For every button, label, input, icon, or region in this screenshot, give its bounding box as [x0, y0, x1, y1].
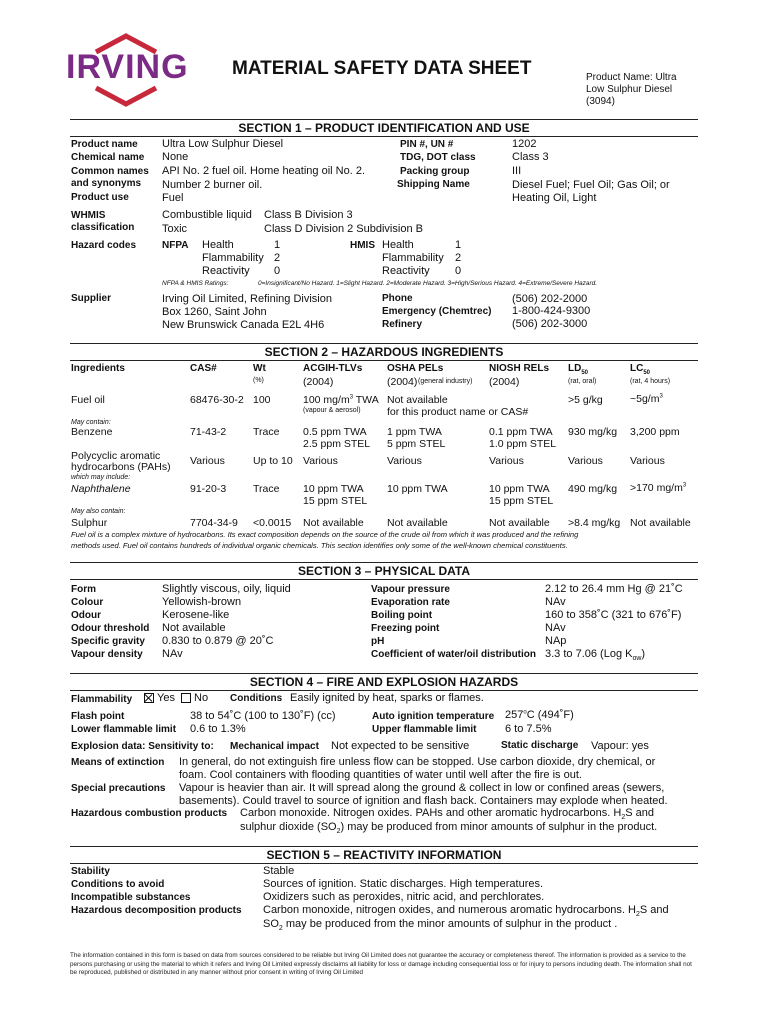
vapour-density-value: NAv [162, 648, 183, 660]
ufl-value: 6 to 7.5% [505, 723, 552, 735]
product-name-label: Product name [71, 139, 138, 150]
product-header-line-2: Low Sulphur Diesel [586, 84, 673, 95]
packing-label: Packing group [400, 166, 470, 177]
product-use-label: Product use [71, 192, 129, 203]
stability-value: Stable [263, 865, 295, 877]
mechanical-impact-value: Not expected to be sensitive [331, 740, 470, 752]
col-wt-unit: (%) [253, 377, 264, 384]
extinction-1: In general, do not extinguish fire unless flow can be stopped. Use carbon dioxide, dry chemical, or [179, 756, 656, 768]
hmis-react-label: Reactivity [382, 265, 430, 277]
vapour-density-label: Vapour density [71, 649, 143, 660]
benzene-ld: 930 mg/kg [568, 426, 618, 438]
evaporation-rate-label: Evaporation rate [371, 597, 450, 608]
col-ld50 [568, 363, 588, 376]
combustion-products-2 [240, 821, 657, 835]
hmis-health-label: Health [382, 239, 414, 251]
col-lc-note: (rat, 4 hours) [630, 378, 671, 385]
benzene-osha-1: 1 ppm TWA [387, 426, 442, 438]
fuel-acgih-note: (vapour & aerosol) [303, 407, 361, 414]
vapour-pressure-value: 2.12 to 26.4 mm Hg @ 21˚C [545, 583, 683, 595]
section-4-heading: SECTION 4 – FIRE AND EXPLOSION HAZARDS [70, 673, 698, 691]
tdg-value: Class 3 [512, 151, 549, 163]
hdp-1sub: 2 [635, 911, 640, 919]
section-2-note-2: methods used. Fuel oil contains hundreds of individual organic chemicals. This section identifies only some of the well-known chemical constituents. [71, 541, 568, 550]
product-header-line-3: (3094) [586, 96, 615, 107]
naph-lc-text: >170 mg/m [630, 482, 683, 494]
benzene-niosh-2: 1.0 ppm STEL [489, 438, 557, 450]
conditions-label: Conditions [230, 693, 283, 704]
sulphur-ld: >8.4 mg/kg [568, 517, 621, 529]
conditions-value: Easily ignited by heat, sparks or flames. [290, 692, 484, 704]
section-1-heading: SECTION 1 – PRODUCT IDENTIFICATION AND USE [70, 119, 698, 137]
sulphur: Sulphur [71, 517, 108, 529]
logo-text: IRVING [66, 48, 189, 86]
sulphur-cas: 7704-34-9 [190, 517, 238, 529]
static-discharge-value: Vapour: yes [591, 740, 649, 752]
decomposition-1 [263, 904, 669, 918]
col-osha: OSHA PELs [387, 363, 444, 374]
extinction-label: Means of extinction [71, 757, 165, 768]
naph-lc-sup: 3 [682, 482, 687, 489]
naph-lc [630, 482, 686, 494]
fuel-lc-sup: 3 [659, 393, 663, 400]
col-osha-year: (2004) [387, 376, 418, 388]
auto-ignition-end: C (494˚F) [526, 709, 574, 721]
yes-checkbox [144, 693, 154, 703]
pah-osha: Various [387, 455, 422, 467]
special-precautions-1: Vapour is heavier than air. It will spread along the ground & collect in low or confined areas (sewers, [179, 782, 665, 794]
fuel-wt: 100 [253, 394, 271, 406]
hazard-codes-label: Hazard codes [71, 240, 137, 251]
col-wt: Wt [253, 363, 266, 374]
benzene-acgih-1: 0.5 ppm TWA [303, 426, 367, 438]
flammability-label: Flammability [71, 694, 133, 705]
benzene-acgih-2: 2.5 ppm STEL [303, 438, 371, 450]
col-lc50 [630, 363, 650, 376]
hcp-1sub: 2 [621, 814, 626, 822]
fuel-oil: Fuel oil [71, 394, 105, 406]
col-ld-sub: 50 [581, 370, 589, 376]
supplier-label: Supplier [71, 293, 112, 304]
emergency: 1-800-424-9300 [512, 305, 591, 317]
pah-wt: Up to 10 [253, 455, 293, 467]
nfpa-health-label: Health [202, 239, 234, 251]
hcp-2sub: 2 [336, 828, 341, 836]
phone: (506) 202-2000 [512, 293, 588, 305]
col-ld: LD [568, 363, 582, 374]
benzene: Benzene [71, 426, 113, 438]
boiling-point-label: Boiling point [371, 610, 433, 621]
no-checkbox [181, 693, 191, 703]
supplier-2: Box 1260, Saint John [162, 306, 267, 318]
may-also-contain: May also contain: [71, 508, 126, 515]
pin-value: 1202 [512, 138, 537, 150]
stability-label: Stability [71, 866, 110, 877]
extinction-2: foam. Cool containers with flooding quantities of water until well after the fire is out. [179, 769, 582, 781]
sulphur-niosh: Not available [489, 517, 550, 529]
auto-ignition-sup: o [523, 709, 527, 716]
fuel-ld: >5 g/kg [568, 394, 603, 406]
refinery: (506) 202-3000 [512, 318, 588, 330]
static-discharge-label: Static discharge [501, 740, 579, 751]
benzene-wt: Trace [253, 426, 280, 438]
whmis-1a: Combustible liquid [162, 209, 252, 221]
vapour-pressure-label: Vapour pressure [371, 584, 450, 595]
pah-niosh: Various [489, 455, 524, 467]
coefficient-sub: ow [632, 655, 642, 663]
hdp-1a: Carbon monoxide, nitrogen oxides, and numerous aromatic hydrocarbons. H [263, 904, 636, 916]
whmis-1b: Class B Division 3 [264, 209, 353, 221]
hcp-1a: Carbon monoxide. Nitrogen oxides. PAHs and other aromatic hydrocarbons. H [240, 807, 622, 819]
may-contain: May contain: [71, 419, 111, 426]
auto-ignition-label: Auto ignition temperature [372, 711, 495, 722]
col-osha-note: (general industry) [418, 378, 473, 385]
evaporation-rate-value: NAv [545, 596, 566, 608]
coefficient-value [545, 648, 645, 662]
hdp-2sub: 2 [278, 925, 283, 933]
whmis-2a: Toxic [162, 223, 188, 235]
phone-label: Phone [382, 293, 413, 304]
hdp-2a: SO [263, 918, 279, 930]
whmis-label: WHMIS [71, 210, 106, 221]
combustion-products-1 [240, 807, 654, 821]
naph-niosh-2: 15 ppm STEL [489, 495, 554, 507]
ratings-prefix: NFPA & HMIS Ratings: [162, 280, 229, 287]
ufl-label: Upper flammable limit [372, 724, 477, 735]
hmis-label: HMIS [350, 240, 375, 251]
col-acgih: ACGIH-TLVs [303, 363, 363, 374]
naph-cas: 91-20-3 [190, 483, 227, 495]
yes-label: Yes [157, 692, 175, 704]
hmis-react: 0 [455, 265, 462, 277]
pah-lc: Various [630, 455, 665, 467]
hcp-2b: ) may be produced from minor amounts of sulphur in the product. [340, 821, 658, 833]
fuel-acgih-twa: TWA [353, 394, 379, 406]
supplier-3: New Brunswick Canada E2L 4H6 [162, 319, 325, 331]
flash-point-value: 38 to 54˚C (100 to 130˚F) (cc) [190, 710, 336, 722]
conditions-to-avoid-label: Conditions to avoid [71, 879, 165, 890]
sulphur-wt: <0.0015 [253, 517, 292, 529]
shipping-1: Diesel Fuel; Fuel Oil; Gas Oil; or [512, 179, 670, 191]
shipping-2: Heating Oil, Light [512, 192, 597, 204]
tdg-label: TDG, DOT class [400, 152, 476, 163]
fuel-acgih-text: 100 mg/m [303, 394, 350, 406]
packing-value: III [512, 165, 522, 177]
coefficient-text: 3.3 to 7.06 (Log K [545, 648, 633, 660]
col-lc: LC [630, 363, 644, 374]
fuel-acgih-sup: 3 [349, 394, 354, 401]
incompatible-value: Oxidizers such as peroxides, nitric acid, and perchlorates. [263, 891, 545, 903]
product-header-line-1: Product Name: Ultra [586, 72, 677, 83]
shipping-label: Shipping Name [397, 179, 470, 190]
naph-acgih-2: 15 ppm STEL [303, 495, 368, 507]
lfl-label: Lower flammable limit [71, 724, 177, 735]
hmis-flam: 2 [455, 252, 462, 264]
col-ingredients: Ingredients [71, 363, 125, 374]
ratings-note: 0=Insignificant/No Hazard. 1=Slight Hazard. 2=Moderate Hazard. 3=High/Serious Hazard. 4=Extreme/Severe Hazard. [258, 280, 598, 287]
combustion-products-label: Hazardous combustion products [71, 808, 228, 819]
benzene-osha-2: 5 ppm STEL [387, 438, 446, 450]
nfpa-react-label: Reactivity [202, 265, 250, 277]
col-acgih-year: (2004) [303, 376, 334, 388]
section-2-note-1: Fuel oil is a complex mixture of hydrocarbons. Its exact composition depends on the source of the crude oil from which it was produced and the refining [71, 530, 579, 539]
mechanical-impact-label: Mechanical impact [230, 741, 319, 752]
special-precautions-label: Special precautions [71, 783, 166, 794]
odour-label: Odour [71, 610, 101, 621]
odour-value: Kerosene-like [162, 609, 230, 621]
odour-threshold-label: Odour threshold [71, 623, 150, 634]
common-names-label: Common names [71, 166, 149, 177]
hcp-1b: S and [625, 807, 654, 819]
naphthalene: Naphthalene [71, 483, 131, 495]
auto-ignition-value [505, 709, 574, 721]
irving-logo [66, 32, 188, 108]
special-precautions-2: basements). Could travel to source of ignition and flash back. Containers may explode when heated. [179, 795, 668, 807]
specific-gravity-label: Specific gravity [71, 636, 145, 647]
hdp-2b: may be produced from the minor amounts of sulphur in the product . [282, 918, 618, 930]
ph-label: pH [371, 636, 385, 647]
fuel-cas: 68476-30-2 [190, 394, 244, 406]
whmis-2b: Class D Division 2 Subdivision B [264, 223, 423, 235]
sulphur-lc: Not available [630, 517, 691, 529]
decomposition-2 [263, 918, 617, 932]
naph-niosh-1: 10 ppm TWA [489, 483, 550, 495]
pah-1: Polycyclic aromatic [71, 450, 161, 462]
coefficient-label: Coefficient of water/oil distribution [371, 649, 536, 660]
pah-ld: Various [568, 455, 603, 467]
fuel-lc-text: ~5g/m [630, 393, 660, 405]
nfpa-health: 1 [274, 239, 281, 251]
col-lc-sub: 50 [643, 370, 651, 376]
emergency-label: Emergency (Chemtrec) [382, 306, 492, 317]
hdp-1b: S and [639, 904, 669, 916]
naph-wt: Trace [253, 483, 280, 495]
section-3-heading: SECTION 3 – PHYSICAL DATA [70, 562, 698, 580]
section-2-heading: SECTION 2 – HAZARDOUS INGREDIENTS [70, 343, 698, 361]
decomposition-label: Hazardous decomposition products [71, 905, 242, 916]
ph-value: NAp [545, 635, 567, 647]
chemical-name: None [162, 151, 189, 163]
flammability-yes [144, 692, 175, 704]
section-5-heading: SECTION 5 – REACTIVITY INFORMATION [70, 846, 698, 864]
fuel-lc [630, 393, 663, 405]
hmis-health: 1 [455, 239, 462, 251]
pah-2: hydrocarbons (PAHs) [71, 461, 171, 473]
naph-osha: 10 ppm TWA [387, 483, 448, 495]
freezing-point-value: NAv [545, 622, 566, 634]
incompatible-label: Incompatible substances [71, 892, 191, 903]
hcp-2a: sulphur dioxide (SO [240, 821, 337, 833]
supplier-1: Irving Oil Limited, Refining Division [162, 293, 332, 305]
nfpa-flam-label: Flammability [202, 252, 264, 264]
auto-ignition-text: 257 [505, 709, 524, 721]
disclaimer-footer: The information contained in this form is based on data from sources considered to be reliable but Irving Oil Limited does not guarantee the accuracy or completeness thereof. The information is provided as a service to the persons purchasing or using the material to which it refers and Irving Oil Limited expressly disclaims all liability for loss or damage including consequential loss or for injury to persons including death. The information shall not be reproduced, published or distributed in any manner without prior consent in writing of Irving Oil Limited [70, 952, 692, 976]
common-names-2: Number 2 burner oil. [162, 179, 263, 191]
pah-cas: Various [190, 455, 225, 467]
conditions-to-avoid-value: Sources of ignition. Static discharges. High temperatures. [263, 878, 544, 890]
page-title: MATERIAL SAFETY DATA SHEET [232, 58, 532, 79]
fuel-osha-1: Not available [387, 394, 448, 406]
nfpa-flam: 2 [274, 252, 281, 264]
flash-point-label: Flash point [71, 711, 125, 722]
sulphur-acgih: Not available [303, 517, 364, 529]
product-name: Ultra Low Sulphur Diesel [162, 138, 284, 150]
refinery-label: Refinery [382, 319, 423, 330]
which-may-include: which may include: [71, 474, 131, 481]
common-names-1: API No. 2 fuel oil. Home heating oil No. 2. [162, 165, 365, 177]
flammability-no [181, 692, 208, 704]
col-niosh: NIOSH RELs [489, 363, 550, 374]
pah-acgih: Various [303, 455, 338, 467]
product-use: Fuel [162, 192, 184, 204]
no-label: No [194, 692, 209, 704]
nfpa-react: 0 [274, 265, 281, 277]
nfpa-label: NFPA [162, 240, 189, 251]
explosion-data-label: Explosion data: Sensitivity to: [71, 741, 214, 752]
coefficient-end: ) [641, 648, 646, 660]
col-cas: CAS# [190, 363, 217, 374]
colour-label: Colour [71, 597, 104, 608]
benzene-cas: 71-43-2 [190, 426, 227, 438]
chemical-name-label: Chemical name [71, 152, 145, 163]
freezing-point-label: Freezing point [371, 623, 440, 634]
pin-label: PIN #, UN # [400, 139, 454, 150]
lfl-value: 0.6 to 1.3% [190, 723, 246, 735]
col-ld-note: (rat, oral) [568, 378, 597, 385]
col-niosh-year: (2004) [489, 376, 520, 388]
odour-threshold-value: Not available [162, 622, 226, 634]
sulphur-osha: Not available [387, 517, 448, 529]
colour-value: Yellowish-brown [162, 596, 242, 608]
fuel-acgih [303, 394, 379, 406]
naph-acgih-1: 10 ppm TWA [303, 483, 364, 495]
benzene-lc: 3,200 ppm [630, 426, 680, 438]
boiling-point-value: 160 to 358˚C (321 to 676˚F) [545, 609, 682, 621]
hmis-flam-label: Flammability [382, 252, 444, 264]
naph-ld: 490 mg/kg [568, 483, 618, 495]
benzene-niosh-1: 0.1 ppm TWA [489, 426, 553, 438]
synonyms-label: and synonyms [71, 178, 142, 189]
form-value: Slightly viscous, oily, liquid [162, 583, 291, 595]
specific-gravity-value: 0.830 to 0.879 @ 20˚C [162, 635, 274, 647]
fuel-osha-2: for this product name or CAS# [387, 406, 529, 418]
classification-label: classification [71, 222, 135, 233]
form-label: Form [71, 584, 96, 595]
